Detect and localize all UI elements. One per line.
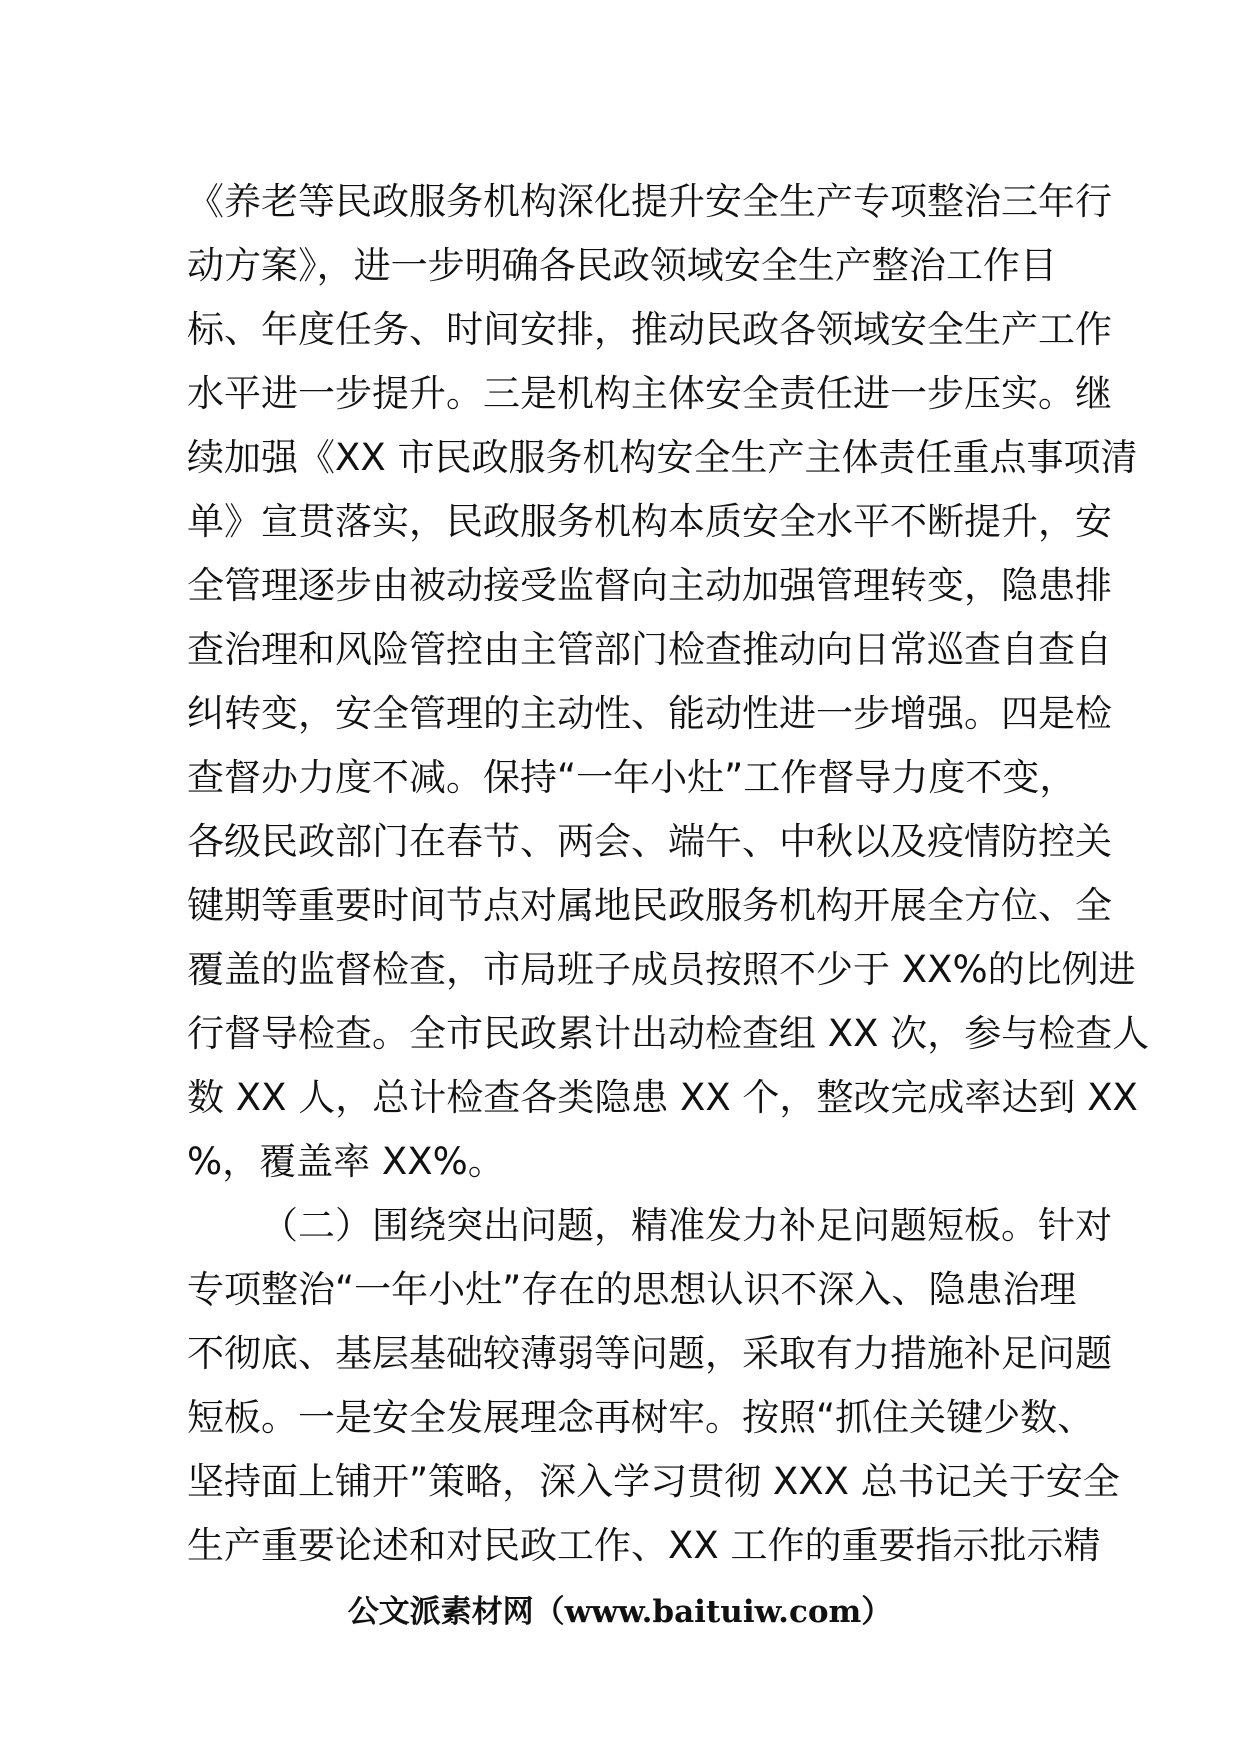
text-line: 键期等重要时间节点对属地民政服务机构开展全方位、全 <box>187 884 1112 927</box>
text-line: 续加强《XX 市民政服务机构安全生产主体责任重点事项清 <box>187 436 1138 479</box>
text-line: 全管理逐步由被动接受监督向主动加强管理转变，隐患排 <box>187 564 1112 607</box>
paragraph-first-line: （二）围绕突出问题，精准发力补足问题短板。针对 <box>261 1204 1112 1247</box>
text-line: 《养老等民政服务机构深化提升安全生产专项整治三年行 <box>187 180 1112 223</box>
text-line: 查督办力度不减。保持“一年小灶”工作督导力度不变， <box>187 756 1077 799</box>
text-line: 动方案》，进一步明确各民政领域安全生产整治工作目 <box>187 244 1057 287</box>
text-line: 查治理和风险管控由主管部门检查推动向日常巡查自查自 <box>187 628 1112 671</box>
text-line: 生产重要论述和对民政工作、XX 工作的重要指示批示精 <box>187 1524 1101 1567</box>
text-line: 水平进一步提升。三是机构主体安全责任进一步压实。继 <box>187 372 1112 415</box>
text-line: 纠转变，安全管理的主动性、能动性进一步增强。四是检 <box>187 692 1112 735</box>
document-body <box>187 170 1150 1578</box>
text-line: 坚持面上铺开”策略，深入学习贯彻 XXX 总书记关于安全 <box>187 1460 1120 1503</box>
footer-watermark: 公文派素材网（www.baituiw.com） <box>347 1594 893 1630</box>
text-line: 单》宣贯落实，民政服务机构本质安全水平不断提升，安 <box>187 500 1112 543</box>
text-line: 短板。一是安全发展理念再树牢。按照“抓住关键少数、 <box>187 1396 1095 1439</box>
text-line: 数 XX 人，总计检查各类隐患 XX 个，整改完成率达到 XX <box>187 1076 1138 1119</box>
text-line: %，覆盖率 XX%。 <box>187 1140 505 1183</box>
text-line: 行督导检查。全市民政累计出动检查组 XX 次，参与检查人 <box>187 1012 1150 1055</box>
text-line: 不彻底、基层基础较薄弱等问题，采取有力措施补足问题 <box>187 1332 1112 1375</box>
text-line: 覆盖的监督检查，市局班子成员按照不少于 XX%的比例进 <box>187 948 1136 991</box>
text-line: 各级民政部门在春节、两会、端午、中秋以及疫情防控关 <box>187 820 1112 863</box>
text-line: 专项整治“一年小灶”存在的思想认识不深入、隐患治理 <box>187 1268 1077 1311</box>
text-line: 标、年度任务、时间安排，推动民政各领域安全生产工作 <box>187 308 1112 351</box>
